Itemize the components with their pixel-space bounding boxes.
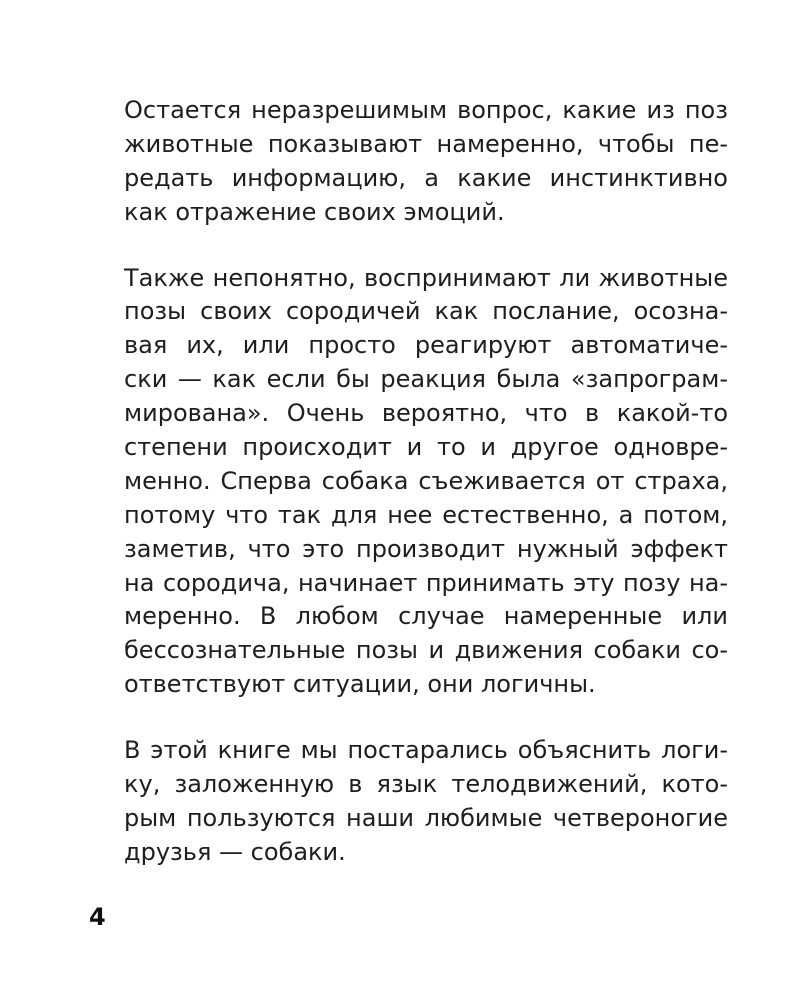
text-line: степени происходит и то и другое одновре- [124, 433, 728, 462]
text-line: животные показывают намеренно, чтобы пе- [124, 129, 728, 158]
text-line: меренно. В любом случае намеренные или [124, 602, 728, 631]
text-line: потому что так для нее естественно, а потом, [124, 500, 728, 529]
paragraph-1 [124, 94, 728, 230]
text-line: заметив, что это производит нужный эффект [124, 534, 728, 563]
text-line: ответствуют ситуации, они логичны. [124, 670, 596, 699]
body-text [124, 94, 728, 902]
text-line: ку, заложенную в язык телодвижений, кото- [124, 770, 728, 799]
text-line: вая их, или просто реагируют автоматиче- [124, 331, 728, 360]
text-line: мирована». Очень вероятно, что в какой-то [124, 399, 728, 428]
text-line: редать информацию, а какие инстинктивно [124, 163, 728, 192]
text-line: рым пользуются наши любимые четвероногие [124, 803, 728, 832]
text-line: менно. Сперва собака съеживается от страха, [124, 466, 728, 495]
text-line: Остается неразрешимым вопрос, какие из поз [124, 96, 728, 124]
text-line: как отражение своих эмоций. [124, 197, 505, 226]
text-line: позы своих сородичей как послание, осозна- [124, 297, 728, 326]
text-line: бессознательные позы и движения собаки со- [124, 636, 728, 665]
text-line: друзья — собаки. [124, 837, 346, 866]
paragraph-2 [124, 262, 728, 703]
text-line: ски — как если бы реакция была «запрограм- [124, 365, 728, 394]
paragraph-3 [124, 734, 728, 870]
text-line: на сородича, начинает принимать эту позу на- [124, 568, 728, 597]
page-number: 4 [89, 903, 106, 931]
text-line: В этой книге мы постарались объяснить логи- [124, 736, 728, 765]
text-line: Также непонятно, воспринимают ли животные [124, 263, 728, 292]
